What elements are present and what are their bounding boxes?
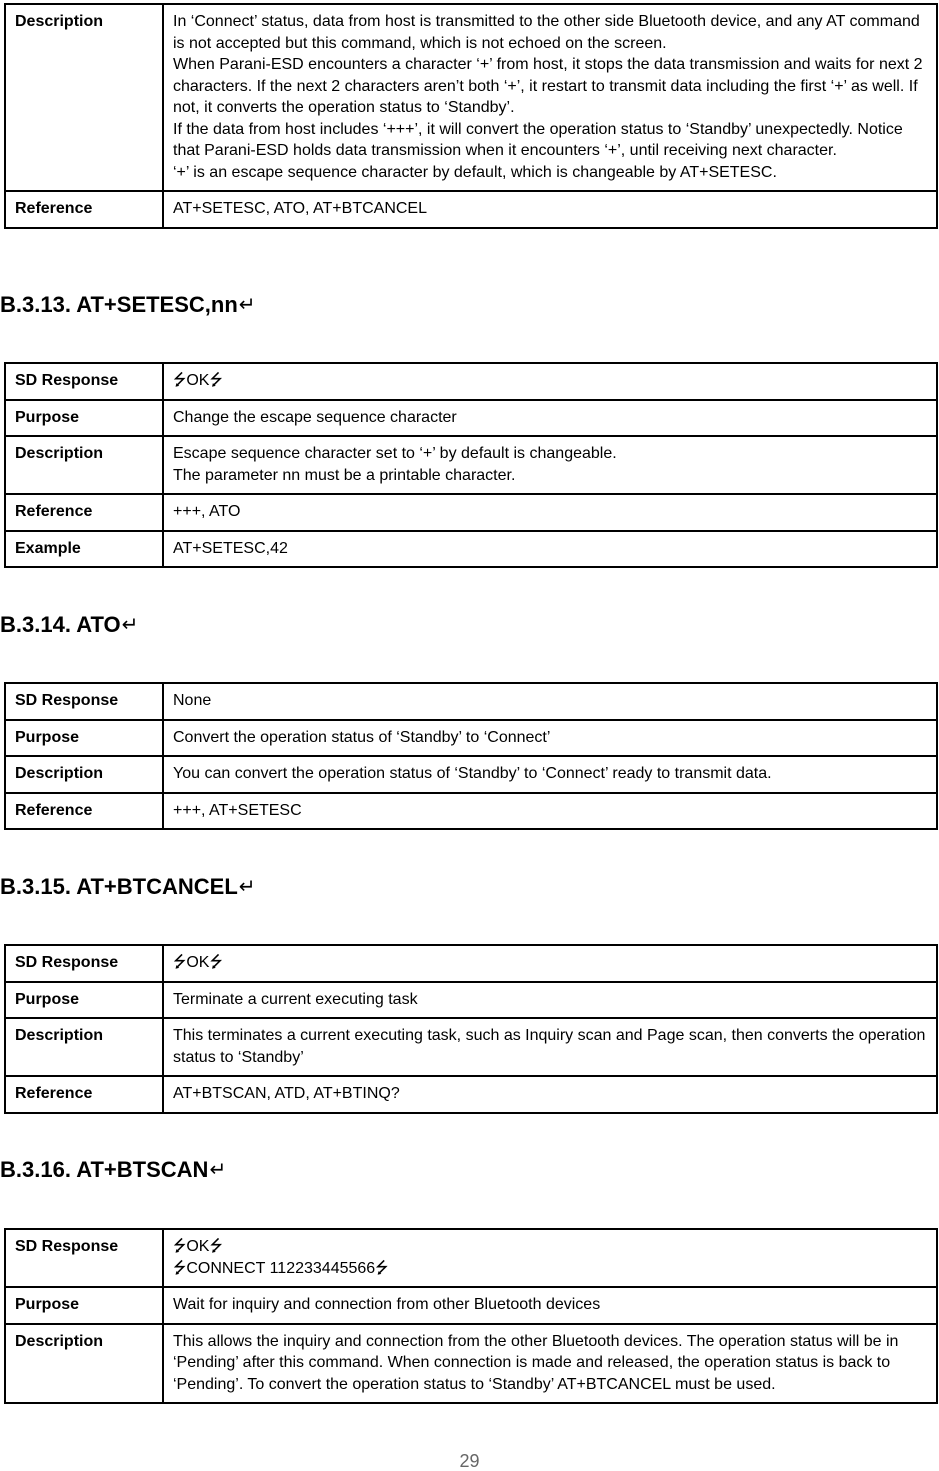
row-value: This allows the inquiry and connection from the other Bluetooth devices. The operation status will be in ‘Pending’ after this command. When connection is made and released, the operation status is back to ‘Pending’. To convert the operation status to ‘Standby’ AT+BTCANCEL must be used. — [163, 1324, 937, 1404]
row-value: ⭍OK⭍ — [163, 945, 937, 982]
row-key: Purpose — [5, 1287, 163, 1324]
row-key: SD Response — [5, 683, 163, 720]
return-icon: ↵ — [209, 1159, 227, 1181]
table-at-setesc — [4, 362, 938, 568]
table-ato — [4, 682, 938, 830]
row-key: SD Response — [5, 945, 163, 982]
row-value: AT+BTSCAN, ATD, AT+BTINQ? — [163, 1076, 937, 1113]
table-row — [5, 1018, 937, 1076]
row-value: +++, AT+SETESC — [163, 793, 937, 830]
section-heading — [0, 874, 256, 901]
return-icon: ↵ — [121, 614, 139, 636]
table-at-btscan — [4, 1228, 938, 1404]
row-value: Terminate a current executing task — [163, 982, 937, 1019]
row-value: In ‘Connect’ status, data from host is transmitted to the other side Bluetooth device, and any AT command is not accepted but this command, which is not echoed on the screen. When Parani-ESD encounters a character ‘+’ from host, it stops the data transmission and waits for next 2 characters. If the next 2 characters aren’t both ‘+’, it restart to transmit data including the first ‘+’ as well. If not, it converts the operation status to ‘Standby’. If the data from host includes ‘+++’, it will convert the operation status to ‘Standby’ unexpectedly. Notice that Parani-ESD holds data transmission when it encounters ‘+’, until receiving next character. ‘+’ is an escape sequence character by default, which is changeable by AT+SETESC. — [163, 4, 937, 191]
row-value: AT+SETESC,42 — [163, 531, 937, 568]
row-value: Change the escape sequence character — [163, 400, 937, 437]
row-key: Reference — [5, 1076, 163, 1113]
table-row — [5, 720, 937, 757]
section-title: B.3.15. AT+BTCANCEL — [0, 874, 238, 899]
table-row — [5, 531, 937, 568]
section-heading — [0, 612, 138, 639]
table-row — [5, 1287, 937, 1324]
row-value: +++, ATO — [163, 494, 937, 531]
row-key: Reference — [5, 191, 163, 228]
section-title: B.3.16. AT+BTSCAN — [0, 1157, 209, 1182]
row-key: SD Response — [5, 363, 163, 400]
section-title: B.3.14. ATO — [0, 612, 121, 637]
row-value: This terminates a current executing task, such as Inquiry scan and Page scan, then converts the operation status to ‘Standby’ — [163, 1018, 937, 1076]
page-number: 29 — [459, 1451, 480, 1471]
row-value: ⭍OK⭍ ⭍CONNECT 112233445566⭍ — [163, 1229, 937, 1287]
table-row — [5, 793, 937, 830]
row-value: Wait for inquiry and connection from other Bluetooth devices — [163, 1287, 937, 1324]
row-value: ⭍OK⭍ — [163, 363, 937, 400]
row-key: Purpose — [5, 400, 163, 437]
row-value: Escape sequence character set to ‘+’ by default is changeable. The parameter nn must be a printable character. — [163, 436, 937, 494]
row-key: Description — [5, 4, 163, 191]
table-row — [5, 945, 937, 982]
row-key: Purpose — [5, 720, 163, 757]
row-key: Reference — [5, 793, 163, 830]
table-row — [5, 436, 937, 494]
row-value: You can convert the operation status of ‘Standby’ to ‘Connect’ ready to transmit data. — [163, 756, 937, 793]
row-key: Description — [5, 1018, 163, 1076]
table-row — [5, 756, 937, 793]
table-row — [5, 494, 937, 531]
row-value: Convert the operation status of ‘Standby’ to ‘Connect’ — [163, 720, 937, 757]
row-key: Purpose — [5, 982, 163, 1019]
section-heading — [0, 1157, 226, 1184]
table-at-btcancel — [4, 944, 938, 1114]
table-row — [5, 1324, 937, 1404]
row-key: Description — [5, 756, 163, 793]
table-row — [5, 191, 937, 228]
row-key: Example — [5, 531, 163, 568]
table-row — [5, 363, 937, 400]
table-row — [5, 400, 937, 437]
row-key: SD Response — [5, 1229, 163, 1287]
table-row — [5, 982, 937, 1019]
row-value: None — [163, 683, 937, 720]
row-value: AT+SETESC, ATO, AT+BTCANCEL — [163, 191, 937, 228]
row-key: Description — [5, 436, 163, 494]
row-key: Reference — [5, 494, 163, 531]
table-row — [5, 1229, 937, 1287]
table-row — [5, 4, 937, 191]
table-row — [5, 683, 937, 720]
section-heading — [0, 292, 256, 319]
section-title: B.3.13. AT+SETESC,nn — [0, 292, 238, 317]
table-at-escape-continued — [4, 3, 938, 229]
table-row — [5, 1076, 937, 1113]
row-key: Description — [5, 1324, 163, 1404]
return-icon: ↵ — [238, 294, 256, 316]
return-icon: ↵ — [238, 876, 256, 898]
